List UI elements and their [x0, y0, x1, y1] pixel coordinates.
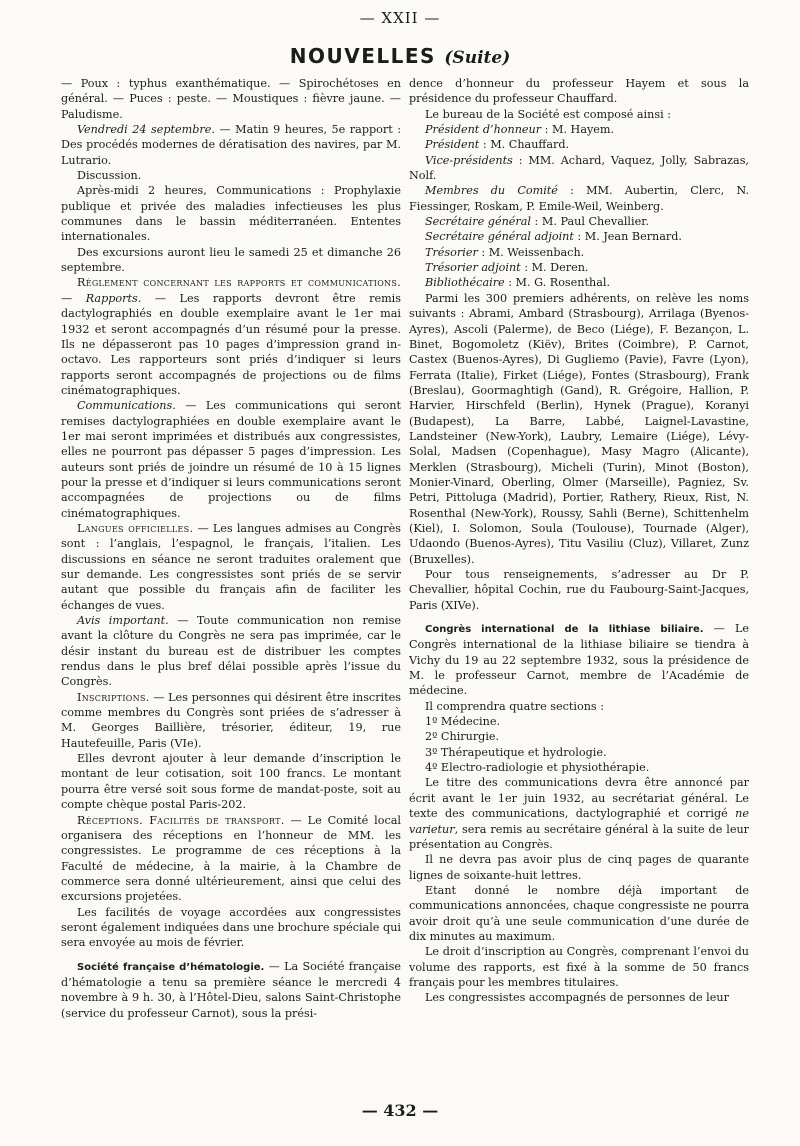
list-item: 3º Thérapeutique et hydrologie. — [425, 745, 607, 759]
officer-line: Membres du Comité : MM. Aubertin, Clerc, N. Fiessinger, Roskam, P. Emile-Weil, Weinberg. — [409, 184, 749, 213]
paragraph: Les congressistes accompagnés de personnes de leur — [425, 991, 729, 1005]
officer-line: Secrétaire général : M. Paul Chevallier. — [425, 215, 649, 229]
officer-line: Trésorier : M. Weissenbach. — [425, 245, 585, 259]
right-column — [409, 76, 749, 1102]
title-text: NOUVELLES — [289, 44, 436, 68]
paragraph: Il comprendra quatre sections : — [425, 699, 604, 713]
officer-line: Vice-présidents : MM. Achard, Vaquez, Jolly, Sabrazas, Nolf. — [409, 153, 749, 183]
page-roman-numeral: — XXII — — [359, 9, 441, 27]
section-paragraph: Congrès international de la lithiase biliaire. — Le Congrès international de la lithiase biliaire se tiendra à Vichy du 19 au 22 septembre 1932, sous la présidence de M. le professeur Carnot, membre de l’Académie de médecine. — [409, 622, 749, 698]
page-title — [0, 44, 800, 68]
paragraph: Le bureau de la Société est composé ainsi : — [425, 107, 671, 121]
paragraph: Après-midi 2 heures, Communications : Prophylaxie publique et privée des maladies infectieuses les plus communes dans le bassin méditerranéen. Ententes internationales. — [61, 184, 401, 244]
paragraph: Avis important. — Toute communication non remise avant la clôture du Congrès ne sera pas imprimée, car le désir instant du bureau est de distribuer les comptes rendus dans le plus bref délai possible après l’issue du Congrès. — [61, 614, 401, 689]
paragraph: Les facilités de voyage accordées aux congressistes seront également indiquées dans une brochure spéciale qui sera envoyée au mois de février. — [61, 905, 401, 950]
paragraph: — Poux : typhus exanthématique. — Spirochétoses en général. — Puces : peste. — Moustiques : fièvre jaune. — Paludisme. — [61, 77, 401, 121]
section-heading: Société française d’hématologie. — [77, 961, 265, 973]
paragraph: Le droit d’inscription au Congrès, comprenant l’envoi du volume des rapports, est fixé à la somme de 50 francs français pour les membres titulaires. — [409, 945, 749, 989]
paragraph: Pour tous renseignements, s’adresser au Dr P. Chevallier, hôpital Cochin, rue du Faubourg-Saint-Jacques, Paris (XIVe). — [409, 568, 749, 612]
paragraph: Vendredi 24 septembre. — Matin 9 heures, 5e rapport : Des procédés modernes de dératisation des navires, par M. Lutrario. — [61, 123, 401, 167]
paragraph: Règlement concernant les rapports et communications. — Rapports. — Les rapports devront être remis dactylographiés en double exemplaire avant le 1er mai 1932 et seront accompagnés d’un résumé pour la presse. Ils ne dépasseront pas 10 pages d’impression grand in-octavo. Les rapporteurs sont priés d’indiquer si leurs rapports seront accompagnés de projections ou de films cinématographiques. — [61, 276, 401, 397]
paragraph: Réceptions. Facilités de transport. — Le Comité local organisera des réceptions en l’honneur de MM. les congressistes. Le programme de ces réceptions à la Faculté de médecine, à la mairie, à la Chambre de commerce sera donné ultérieurement, ainsi que celui des excursions projetées. — [61, 813, 401, 904]
title-suite: (Suite) — [444, 48, 511, 68]
officer-line: Trésorier adjoint : M. Deren. — [425, 261, 589, 275]
officer-line: Président d’honneur : M. Hayem. — [425, 123, 615, 137]
officer-line: Président : M. Chauffard. — [425, 138, 570, 152]
paragraph: Le titre des communications devra être annoncé par écrit avant le 1er juin 1932, au secrétariat général. Le texte des communications, dactylographié et corrigé ne varietur, sera remis au secrétaire général à la suite de leur présentation au Congrès. — [409, 776, 749, 851]
paragraph: Il ne devra pas avoir plus de cinq pages de quarante lignes de soixante-huit lettres. — [409, 853, 749, 882]
paragraph: Inscriptions. — Les personnes qui désirent être inscrites comme membres du Congrès sont priées de s’adresser à M. Georges Baillière, trésorier, éditeur, 19, rue Hautefeuille, Paris (VIe). — [61, 690, 401, 750]
paragraph: Langues officielles. — Les langues admises au Congrès sont : l’anglais, l’espagnol, le français, l’italien. Les discussions en séance ne seront traduites oralement que sur demande. Les congressistes sont priés de se servir autant que possible du français afin de faciliter les échanges de vues. — [61, 521, 401, 612]
paragraph: Discussion. — [77, 169, 142, 183]
paragraph: Parmi les 300 premiers adhérents, on relève les noms suivants : Abrami, Ambard (Strasbourg), Arrilaga (Byenos-Ayres), Ascoli (Palerme), de Beco (Liége), F. Bezançon, L. Binet, Bogomoletz (Kiëv), Brites (Coimbre), P. Carnot, Castex (Buenos-Ayres), Di Gugliemo (Pavie), Favre (Lyon), Ferrata (Italie), Firket (Liége), Fontes (Strasbourg), Frank (Breslau), Goormaghtigh (Gand), R. Grégoire, Hallion, P. Harvier, Hirschfeld (Berlin), Hynek (Prague), Koranyi (Budapest), La Barre, Labbé, Laignel-Lavastine, Landsteiner (New-York), Laubry, Lemaire (Liége), Lévy-Solal, Madsen (Copenhague), Masy Magro (Alicante), Merklen (Strasbourg), Micheli (Turin), Minot (Boston), Monier-Vinard, Oberling, Olmer (Marseille), Pagniez, Sv. Petri, Pittoluga (Madrid), Portier, Rathery, Rieux, Rist, N. Rosenthal (New-York), Roussy, Sahli (Berne), Schittenhelm (Kiel), I. Solomon, Soula (Toulouse), Tournade (Alger), Udaondo (Buenos-Ayres), Titu Vasiliu (Cluz), Villaret, Zunz (Bruxelles). — [409, 291, 749, 566]
list-item: 4º Electro-radiologie et physiothérapie. — [425, 761, 650, 775]
officer-line: Bibliothécaire : M. G. Rosenthal. — [425, 276, 611, 290]
left-column — [61, 76, 401, 1102]
section-heading: Congrès international de la lithiase biliaire. — [425, 624, 704, 636]
section-paragraph: Société française d’hématologie. — La Société française d’hématologie a tenu sa première séance le mercredi 4 novembre à 9 h. 30, à l’Hôtel-Dieu, salons Saint-Christophe (service du professeur Carnot), sous la prési- — [61, 959, 401, 1020]
paragraph: Des excursions auront lieu le samedi 25 et dimanche 26 septembre. — [61, 245, 401, 275]
paragraph: Communications. — Les communications qui seront remises dactylographiées en double exemplaire avant le 1er mai seront imprimées et distribués aux congressistes, elles ne pourront pas dépasser 5 pages d’impression. Les auteurs sont priés de joindre un résumé de 10 à 15 lignes pour la presse et d’indiquer si leurs communications seront accompagnées de projections ou de films cinématographiques. — [61, 399, 401, 520]
page-number: — 432 — — [361, 1101, 439, 1120]
officer-line: Secrétaire général adjoint : M. Jean Bernard. — [425, 230, 682, 244]
paragraph: Etant donné le nombre déjà important de communications annoncées, chaque congressiste ne pourra avoir droit qu’à une seule communication d’une durée de dix minutes au maximum. — [409, 883, 749, 943]
paragraph: dence d’honneur du professeur Hayem et sous la présidence du professeur Chauffard. — [409, 77, 749, 106]
paragraph: Elles devront ajouter à leur demande d’inscription le montant de leur cotisation, soit 100 francs. Le montant pourra être versé soit sous forme de mandat-poste, soit au compte chèque postal Paris-202. — [61, 752, 401, 812]
list-item: 1º Médecine. — [425, 715, 501, 729]
list-item: 2º Chirurgie. — [425, 730, 500, 744]
